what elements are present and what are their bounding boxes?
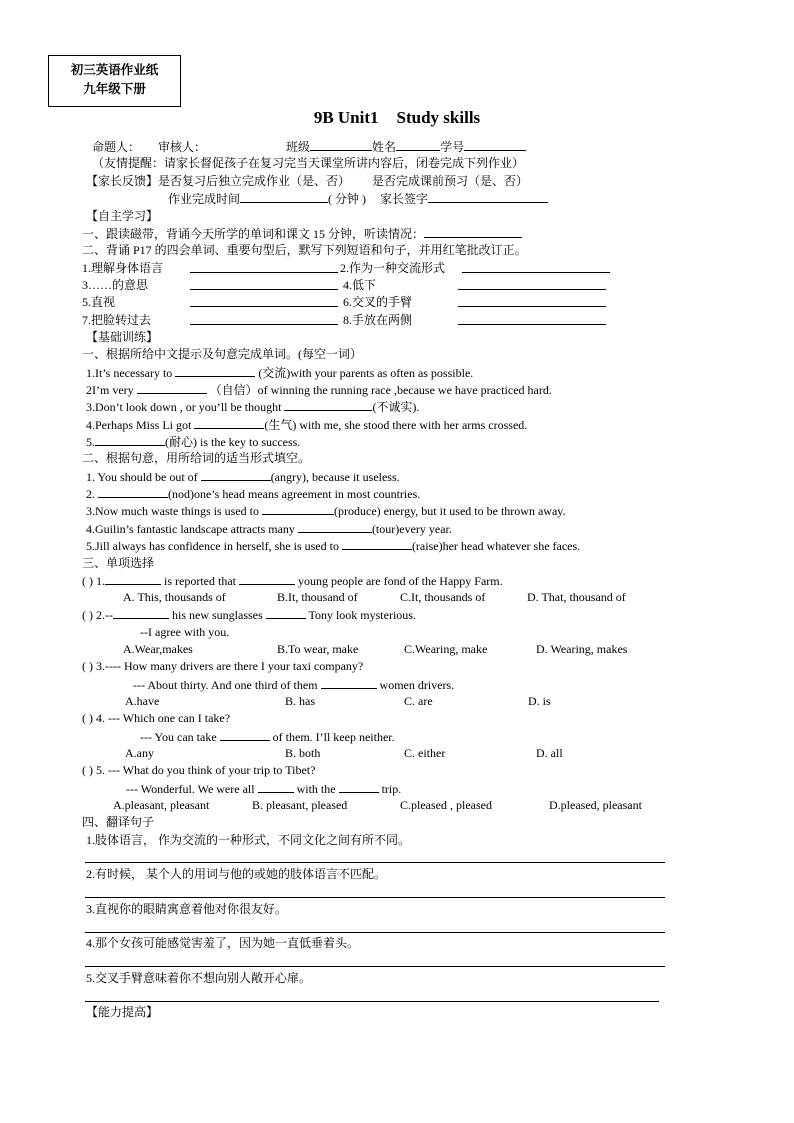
mc1-blank-b[interactable] xyxy=(239,573,295,585)
mc5-blank-b[interactable] xyxy=(339,781,379,793)
title-topic: Study skills xyxy=(396,108,481,127)
answer-paren-1[interactable]: ( ) xyxy=(82,574,93,588)
answer-line-1[interactable] xyxy=(85,862,665,863)
mc-q2: ( ) 2.-- his new sunglasses Tony look mysterious. xyxy=(82,608,416,622)
page-title xyxy=(0,108,794,128)
mc-q5: ( ) 5. --- What do you think of your trip to Tibet? xyxy=(82,763,316,777)
part2-item-1: 1. You should be out of (angry), because it useless. xyxy=(86,470,400,484)
sign-field[interactable] xyxy=(428,191,548,203)
part2-item-3: 3.Now much waste things is used to (produce) energy, but it used to be thrown away. xyxy=(86,504,566,518)
part3-title: 三、单项选择 xyxy=(82,556,155,570)
feedback-q2: 是否完成课前预习（是、否） xyxy=(372,174,529,188)
phrase-left-5: 5.直视 xyxy=(82,295,116,309)
answer-paren-5[interactable]: ( ) xyxy=(82,763,93,777)
self-study-item1: 一、跟读磁带，背诵今天所学的单词和课文 15 分钟，听读情况： xyxy=(82,226,522,242)
phrase-field-7[interactable] xyxy=(190,313,338,325)
mc2-blank-a[interactable] xyxy=(113,607,169,619)
p1-blank-4[interactable] xyxy=(194,417,264,429)
header-line1: 初三英语作业纸 xyxy=(70,63,159,77)
mc5-option-a: A.pleasant, pleasant xyxy=(113,798,210,812)
phrase-right-4: 4.低下 xyxy=(343,278,377,292)
mc1-option-d: D. That, thousand of xyxy=(527,590,626,604)
answer-line-5[interactable] xyxy=(85,1001,659,1002)
mc1-blank-a[interactable] xyxy=(105,573,161,585)
mc4-option-d: D. all xyxy=(536,746,563,760)
mc4-option-c: C. either xyxy=(404,746,446,760)
header-line2: 九年级下册 xyxy=(83,82,146,96)
mc2-option-b: B.To wear, make xyxy=(277,642,359,656)
mc2-reply: --I agree with you. xyxy=(140,625,230,639)
reviewer-label: 审核人： xyxy=(158,140,207,154)
reminder: （友情提醒：请家长督促孩子在复习完当天课堂所讲内容后，闭卷完成下列作业） xyxy=(92,156,525,170)
part2-title: 二、根据句意，用所给词的适当形式填空。 xyxy=(82,451,311,465)
p2-blank-3[interactable] xyxy=(262,503,334,515)
phrase-field-2[interactable] xyxy=(462,261,610,273)
mc5-option-d: D.pleased, pleasant xyxy=(549,798,642,812)
feedback-label: 【家长反馈】 xyxy=(86,174,159,188)
part1-item-5: 5. (耐心) is the key to success. xyxy=(86,435,301,449)
number-label: 学号 xyxy=(440,140,465,154)
answer-line-2[interactable] xyxy=(85,897,665,898)
mc-q3: ( ) 3.---- How many drivers are there I your taxi company? xyxy=(82,659,364,673)
mc4-option-b: B. both xyxy=(285,746,321,760)
listening-field[interactable] xyxy=(424,226,522,238)
mc5-option-c: C.pleased , pleased xyxy=(400,798,492,812)
part1-item-3: 3.Don’t look down , or you’ll be thought (不诚实). xyxy=(86,400,420,414)
self-study-item2: 二、背诵 P17 的四会单词、重要句型后，默写下列短语和句子，并用红笔批改订正。 xyxy=(82,243,527,257)
part1-title: 一、根据所给中文提示及句意完成单词。(每空一词） xyxy=(82,347,362,361)
ability-heading: 【能力提高】 xyxy=(86,1005,159,1019)
mc4-blank[interactable] xyxy=(220,729,270,741)
part2-item-5: 5.Jill always has confidence in herself, she is used to (raise)her head whatever she faces. xyxy=(86,539,581,553)
answer-paren-2[interactable]: ( ) xyxy=(82,608,93,622)
p1-blank-5[interactable] xyxy=(95,434,165,446)
mc2-blank-b[interactable] xyxy=(266,607,306,619)
sign-label: 家长签字 xyxy=(380,192,429,206)
phrase-left-3: 3……的意思 xyxy=(82,278,149,292)
mc3-option-c: C. are xyxy=(404,694,433,708)
mc2-option-a: A.Wear,makes xyxy=(123,642,193,656)
mc3-blank[interactable] xyxy=(321,677,377,689)
feedback-line2 xyxy=(168,191,548,207)
phrase-right-6: 6.交叉的手臂 xyxy=(343,295,413,309)
p1-blank-2[interactable] xyxy=(137,382,207,394)
phrase-right-2: 2.作为一种交流形式 xyxy=(340,261,446,275)
feedback-line1 xyxy=(86,174,528,189)
mc3-option-d: D. is xyxy=(528,694,551,708)
mc1-option-c: C.It, thousands of xyxy=(400,590,486,604)
translate-item-2: 2.有时候， 某个人的用词与他的或她的肢体语言不匹配。 xyxy=(86,867,387,881)
name-field[interactable] xyxy=(396,139,440,151)
p1-blank-1[interactable] xyxy=(175,365,255,377)
p2-blank-2[interactable] xyxy=(98,486,168,498)
answer-line-3[interactable] xyxy=(85,932,665,933)
class-field[interactable] xyxy=(310,139,372,151)
meta-line xyxy=(92,139,526,155)
part1-item-1: 1.It’s necessary to (交流)with your parents as often as possible. xyxy=(86,366,474,380)
mc5-option-b: B. pleasant, pleased xyxy=(252,798,348,812)
mc1-option-a: A. This, thousands of xyxy=(123,590,226,604)
mc-q4: ( ) 4. --- Which one can I take? xyxy=(82,711,231,725)
minutes-label: ( 分钟 ) xyxy=(328,192,367,206)
number-field[interactable] xyxy=(464,139,526,151)
translate-item-4: 4.那个女孩可能感觉害羞了，因为她一直低垂着头。 xyxy=(86,936,360,950)
phrase-field-4[interactable] xyxy=(458,278,606,290)
phrase-right-8: 8.手放在两侧 xyxy=(343,313,413,327)
class-label: 班级 xyxy=(286,140,311,154)
part4-title: 四、翻译句子 xyxy=(82,815,155,829)
mc-q1: ( ) 1. is reported that young people are fond of the Happy Farm. xyxy=(82,574,503,588)
translate-item-3: 3.直视你的眼睛寓意着他对你很友好。 xyxy=(86,902,288,916)
p2-blank-1[interactable] xyxy=(201,469,271,481)
part1-item-4: 4.Perhaps Miss Li got (生气) with me, she stood there with her arms crossed. xyxy=(86,418,528,432)
answer-paren-4[interactable]: ( ) xyxy=(82,711,93,725)
mc4-option-a: A.any xyxy=(125,746,154,760)
p1-blank-3[interactable] xyxy=(284,399,372,411)
phrase-field-8[interactable] xyxy=(458,313,606,325)
time-field[interactable] xyxy=(240,191,328,203)
name-label: 姓名 xyxy=(372,140,397,154)
p2-blank-5[interactable] xyxy=(342,538,412,550)
basic-heading: 【基础训练】 xyxy=(86,330,159,344)
answer-line-4[interactable] xyxy=(85,966,665,967)
mc3-reply: --- About thirty. And one third of them women drivers. xyxy=(133,678,455,692)
mc5-blank-a[interactable] xyxy=(258,781,294,793)
self-study-heading: 【自主学习】 xyxy=(86,209,159,223)
phrase-left-7: 7.把脸转过去 xyxy=(82,313,152,327)
mc1-option-b: B.It, thousand of xyxy=(277,590,358,604)
mc3-option-b: B. has xyxy=(285,694,315,708)
author-label: 命题人： xyxy=(92,140,141,154)
feedback-q1: 是否复习后独立完成作业（是、否） xyxy=(158,174,351,188)
p2-blank-4[interactable] xyxy=(298,521,372,533)
mc2-option-c: C.Wearing, make xyxy=(404,642,488,656)
mc3-option-a: A.have xyxy=(125,694,160,708)
mc4-reply: --- You can take of them. I’ll keep neither. xyxy=(140,730,395,744)
mc2-option-d: D. Wearing, makes xyxy=(536,642,628,656)
part2-item-2: 2. (nod)one’s head means agreement in most countries. xyxy=(86,487,421,501)
phrase-left-1: 1.理解身体语言 xyxy=(82,261,164,275)
phrase-field-6[interactable] xyxy=(458,295,606,307)
part1-item-2: 2I’m very （自信）of winning the running race ,because we have practiced hard. xyxy=(86,383,552,397)
answer-paren-3[interactable]: ( ) xyxy=(82,659,93,673)
time-label: 作业完成时间 xyxy=(168,192,241,206)
part2-item-4: 4.Guilin’s fantastic landscape attracts many (tour)every year. xyxy=(86,522,452,536)
title-unit: 9B Unit1 xyxy=(313,108,379,127)
translate-item-1: 1.肢体语言， 作为交流的一种形式，不同文化之间有所不同。 xyxy=(86,833,411,847)
mc5-reply: --- Wonderful. We were all with the trip. xyxy=(126,782,402,796)
translate-item-5: 5.交叉手臂意味着你不想向别人敞开心扉。 xyxy=(86,971,312,985)
phrase-field-3[interactable] xyxy=(190,278,338,290)
phrase-field-5[interactable] xyxy=(190,295,338,307)
phrase-field-1[interactable] xyxy=(190,261,338,273)
header-box xyxy=(48,55,181,107)
